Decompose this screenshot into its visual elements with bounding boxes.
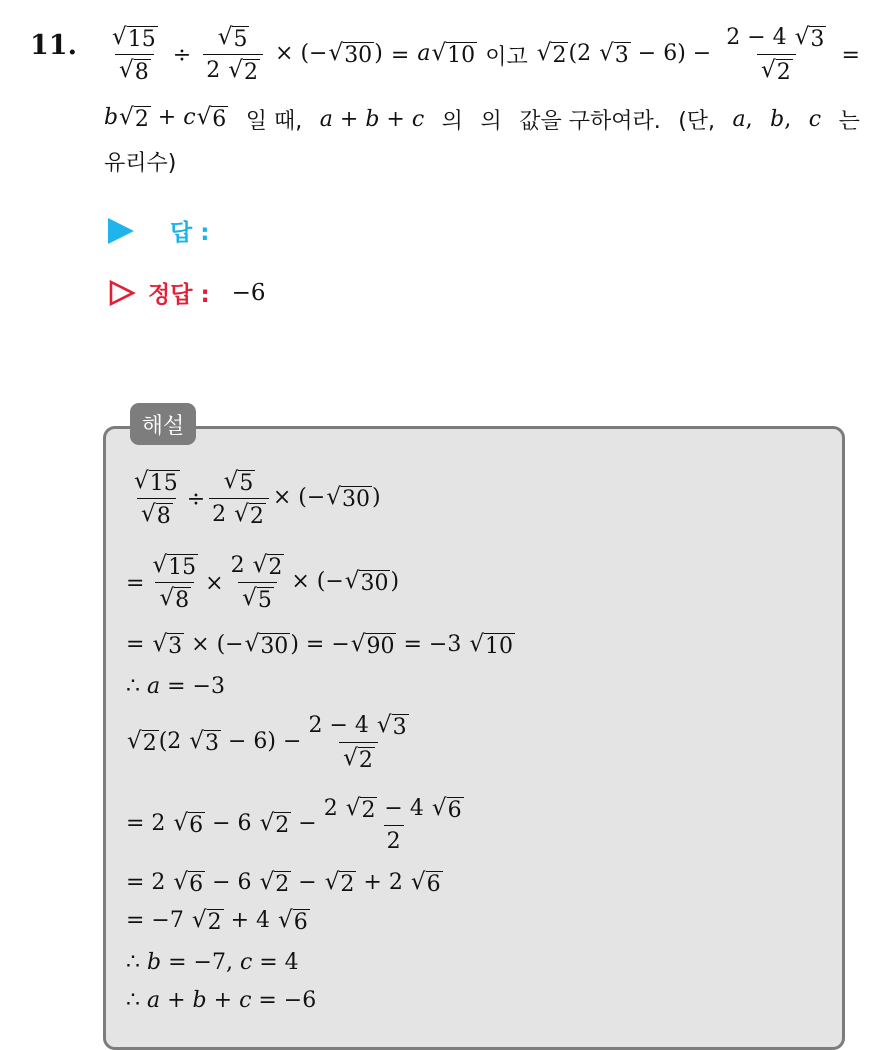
outline-arrow-icon: [108, 279, 136, 307]
problem-line-3: [104, 142, 860, 180]
correct-answer-label: 정답 :: [148, 282, 210, 308]
answer-arrow-icon: [108, 218, 134, 244]
answer-label: 답 :: [170, 220, 210, 246]
correct-answer-row: [108, 276, 266, 309]
explanation-badge: 해설: [130, 403, 196, 445]
fraction-sqrt15-over-sqrt8: √ 15 √ 8: [112, 23, 156, 85]
of-text-2: 의: [480, 108, 502, 134]
condition-close: 는: [838, 108, 860, 134]
solution-step-3: = √ 3 × (− √ 30 ) = − √ 90 = −3 √ 10: [126, 631, 514, 660]
solution-step-5: √ 2 (2 √ 3 − 6) − 2 − 4 √ 3 √ 2: [127, 711, 407, 773]
solution-step-8: = −7 √ 2 + 4 √ 6: [126, 907, 308, 936]
solution-step-4: ∴ a = −3: [126, 673, 225, 699]
solution-step-6: = 2 √ 6 − 6 √ 2 − 2 √ 2 − 4 √ 6 2: [126, 794, 462, 855]
solution-step-7: = 2 √ 6 − 6 √ 2 − √ 2 + 2 √ 6: [126, 869, 441, 898]
answer-row: [108, 214, 209, 247]
fraction-2-minus-4sqrt3-over-sqrt2: 2 − 4 √ 3 √ 2: [726, 23, 825, 85]
problem-statement: [104, 14, 860, 180]
rational-text: 유리수): [104, 150, 177, 176]
solution-step-2: = √ 15 √ 8 × 2 √ 2 √ 5 × (− √ 30 ): [126, 551, 400, 613]
question-text: 값을 구하여라.: [519, 108, 661, 134]
condition-open: (단,: [678, 108, 716, 134]
problem-number: 11.: [30, 30, 77, 61]
solution-step-9: ∴ b = −7, c = 4: [126, 949, 299, 975]
fraction-sqrt5-over-2sqrt2: √ 5 2 √ 2: [203, 25, 263, 86]
solution-step-10: ∴ a + b + c = −6: [126, 987, 317, 1013]
correct-answer-value: −6: [231, 279, 266, 306]
solution-step-1: √ 15 √ 8 ÷ √ 5 2 √ 2 × (− √ 30 ): [134, 467, 381, 529]
problem-line-1: √ 15 √ 8 ÷ √ 5 2 √ 2 × (− √ 30 ) = a √ 10 이고 √ 2 (2 √ 3 − 6) − 2 − 4 √ 3 √ 2 =: [104, 14, 860, 96]
when-text: 일 때,: [245, 108, 303, 134]
of-text-1: 의: [441, 108, 463, 134]
connector-text: 이고: [485, 44, 528, 70]
problem-line-2: b √ 2 + c √ 6 일 때, a + b + c 의 의 값을 구하여라. (단, a, b, c 는: [104, 104, 860, 134]
